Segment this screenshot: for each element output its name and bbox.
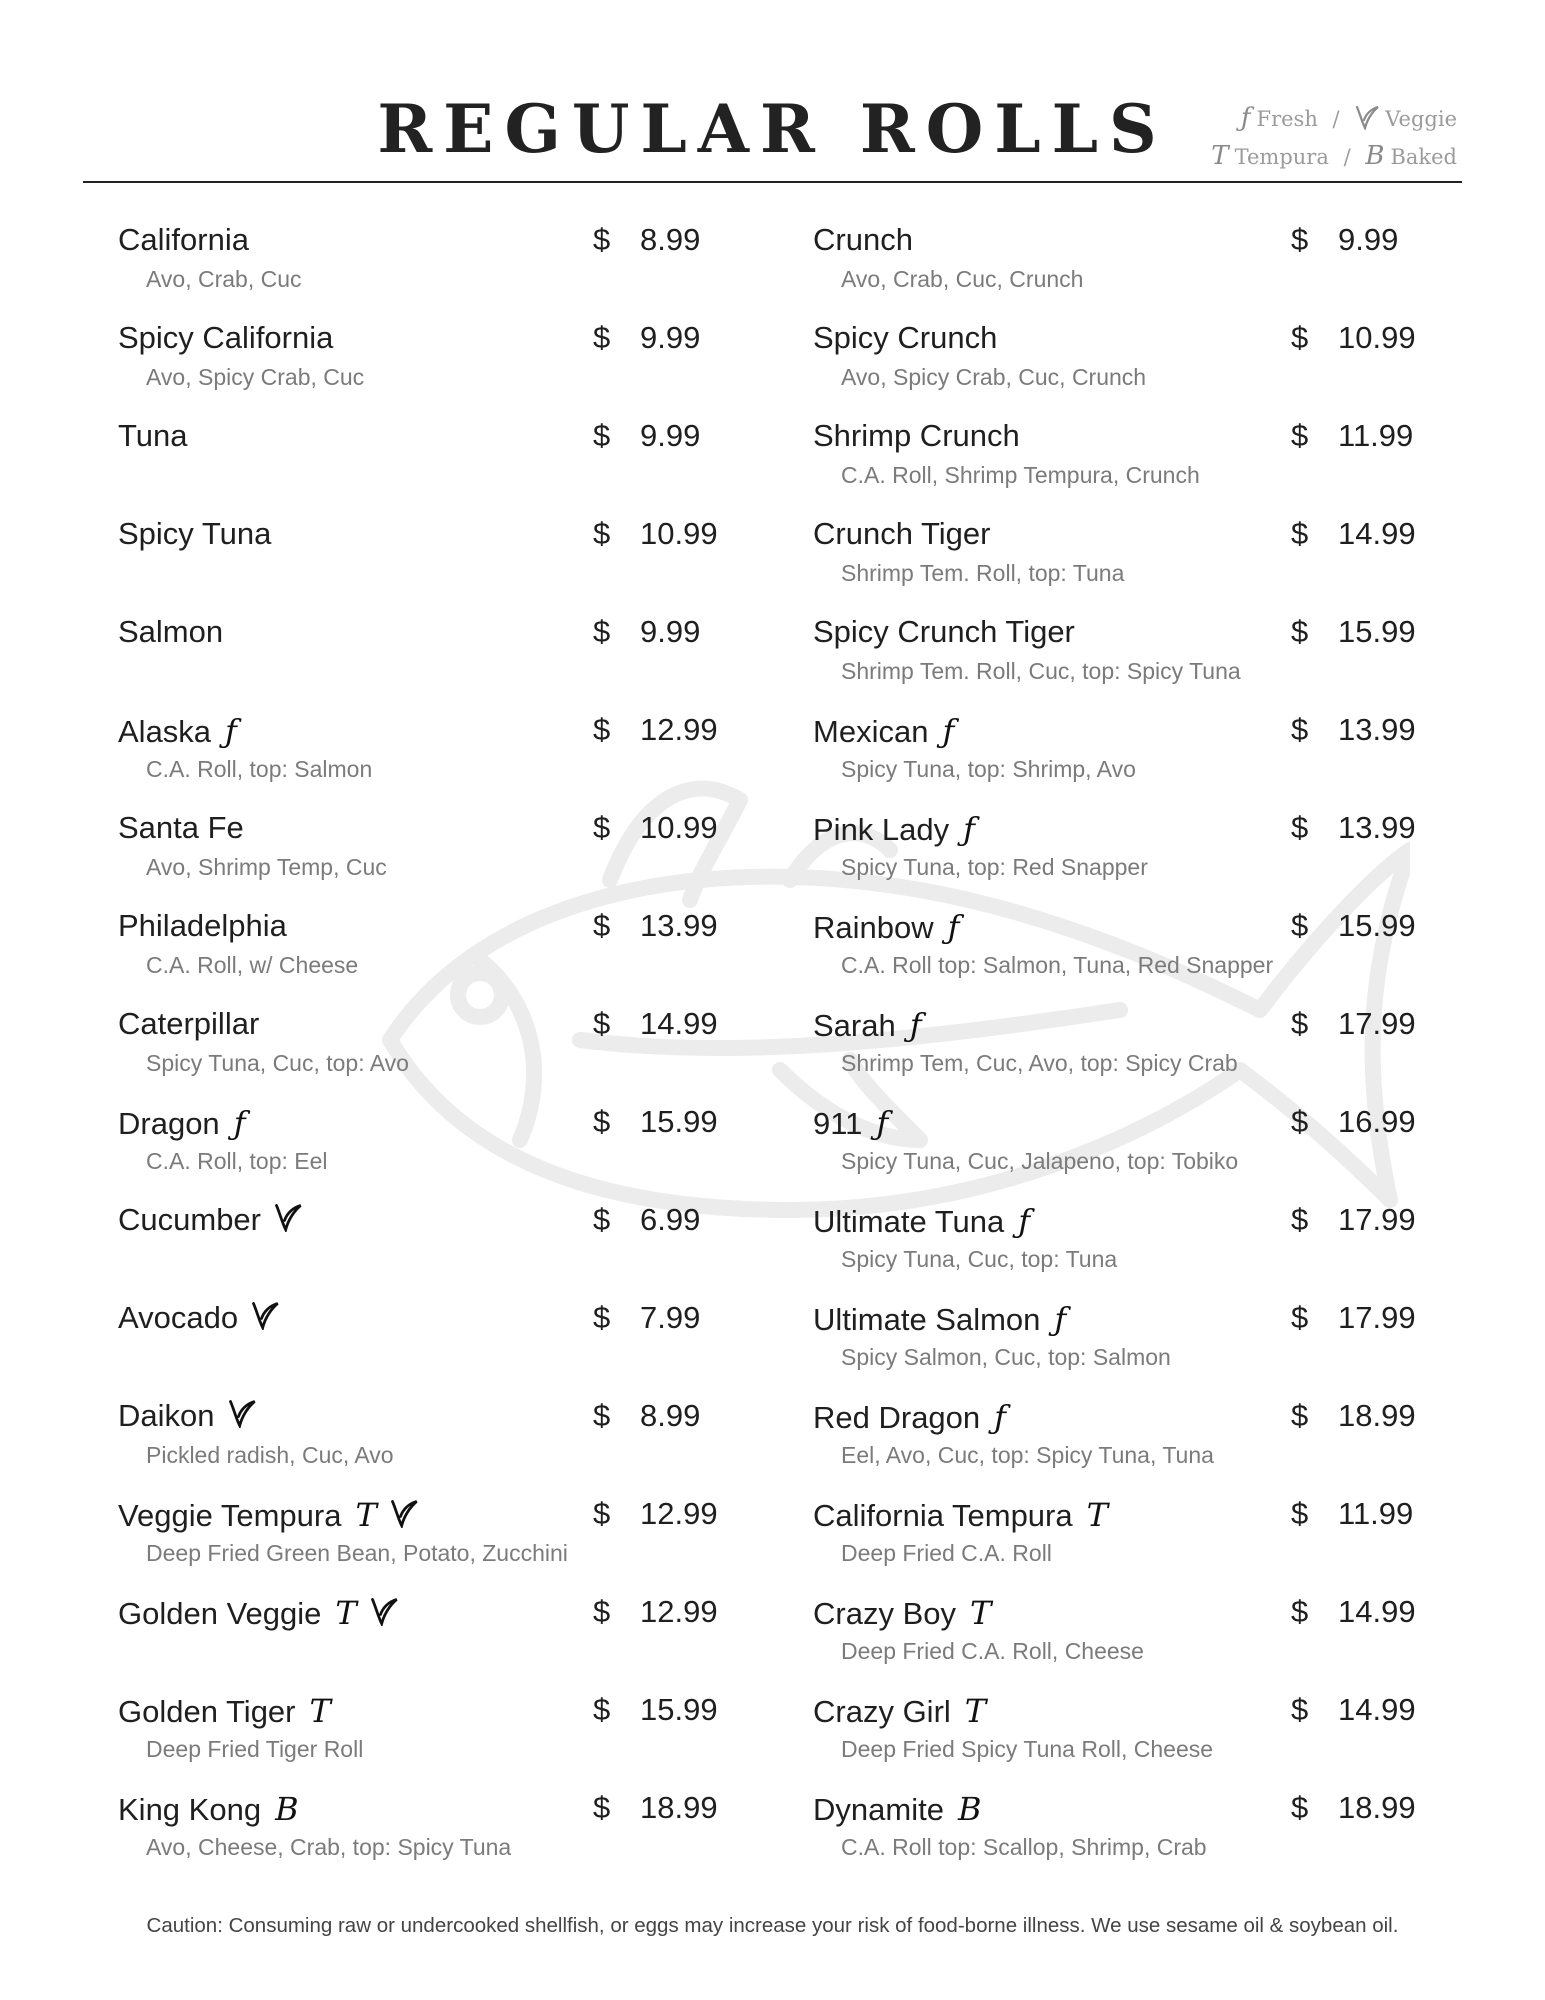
item-name-text: Cucumber — [118, 1202, 261, 1237]
item-price: 16.99 — [1338, 1104, 1416, 1139]
item-name — [813, 1104, 888, 1142]
item-name — [118, 418, 188, 454]
item-name — [813, 614, 1075, 650]
item-price: 14.99 — [1338, 516, 1416, 551]
item-description: Avo, Cheese, Crab, top: Spicy Tuna — [146, 1834, 512, 1860]
currency-symbol: $ — [593, 222, 611, 257]
menu-item — [813, 712, 1453, 810]
currency-symbol: $ — [1291, 1692, 1309, 1727]
item-price: 10.99 — [640, 516, 718, 551]
menu-item — [813, 1202, 1453, 1300]
menu-item — [813, 1300, 1453, 1398]
item-price: 10.99 — [1338, 320, 1416, 355]
item-name-text: Santa Fe — [118, 810, 244, 845]
currency-symbol: $ — [1291, 712, 1309, 747]
currency-symbol: $ — [1291, 1496, 1309, 1531]
item-description: Avo, Shrimp Temp, Cuc — [146, 854, 387, 880]
item-name-text: Tuna — [118, 418, 188, 453]
fresh-icon: ƒ — [994, 1398, 1006, 1436]
currency-symbol: $ — [1291, 1594, 1309, 1629]
item-price: 15.99 — [640, 1104, 718, 1139]
item-description: C.A. Roll, w/ Cheese — [146, 952, 359, 978]
fresh-icon: ƒ — [1054, 1300, 1067, 1338]
fresh-icon: ƒ — [909, 1006, 922, 1044]
item-name-text: Spicy Crunch Tiger — [813, 614, 1075, 649]
item-description: Shrimp Tem. Roll, Cuc, top: Spicy Tuna — [841, 658, 1241, 684]
item-name-text: Spicy Tuna — [118, 516, 272, 551]
item-price: 18.99 — [640, 1790, 718, 1825]
fresh-icon: ƒ — [225, 712, 237, 750]
item-price: 8.99 — [640, 222, 701, 257]
item-name — [813, 1300, 1066, 1338]
item-name — [118, 908, 287, 944]
item-name — [813, 1006, 922, 1044]
veggie-icon — [227, 1398, 257, 1428]
currency-symbol: $ — [593, 1398, 611, 1433]
item-name — [813, 810, 975, 848]
item-price: 9.99 — [1338, 222, 1399, 257]
menu-item — [118, 1594, 758, 1692]
item-price: 9.99 — [640, 320, 701, 355]
item-name — [813, 1202, 1030, 1240]
menu-item — [118, 810, 758, 908]
item-name-text: Spicy Crunch — [813, 320, 998, 355]
item-name — [813, 1790, 981, 1828]
item-name — [118, 1790, 299, 1828]
menu-item — [813, 1790, 1453, 1888]
veggie-icon — [273, 1202, 303, 1232]
item-price: 14.99 — [1338, 1594, 1416, 1629]
fresh-icon: ƒ — [947, 908, 960, 946]
menu-item — [118, 516, 758, 614]
item-price: 9.99 — [640, 614, 701, 649]
item-description: Avo, Crab, Cuc — [146, 266, 302, 292]
item-description: C.A. Roll top: Scallop, Shrimp, Crab — [841, 1834, 1207, 1860]
menu-item — [118, 1104, 758, 1202]
menu-item — [813, 1104, 1453, 1202]
item-name — [118, 712, 237, 750]
menu-item — [118, 1300, 758, 1398]
item-name-text: Golden Tiger — [118, 1694, 296, 1729]
item-price: 18.99 — [1338, 1790, 1416, 1825]
menu-item — [118, 222, 758, 320]
menu-item — [118, 1398, 758, 1496]
item-price: 8.99 — [640, 1398, 701, 1433]
currency-symbol: $ — [593, 1790, 611, 1825]
legend-row-2 — [1211, 138, 1457, 176]
legend-separator: / — [1343, 145, 1351, 169]
item-description: Avo, Spicy Crab, Cuc — [146, 364, 365, 390]
item-price: 12.99 — [640, 1594, 718, 1629]
item-name — [813, 1496, 1108, 1534]
item-price: 13.99 — [1338, 810, 1416, 845]
item-name — [813, 1594, 991, 1632]
item-name-text: Ultimate Tuna — [813, 1204, 1005, 1239]
left-column — [118, 222, 758, 1888]
currency-symbol: $ — [1291, 1790, 1309, 1825]
menu-item — [813, 810, 1453, 908]
item-name — [813, 516, 990, 552]
tempura-icon: T — [355, 1496, 377, 1534]
baked-icon: B — [957, 1790, 982, 1828]
item-description: Deep Fried C.A. Roll — [841, 1540, 1052, 1566]
currency-symbol: $ — [593, 1496, 611, 1531]
currency-symbol: $ — [593, 712, 611, 747]
item-name-text: Veggie Tempura — [118, 1498, 342, 1533]
item-price: 15.99 — [1338, 908, 1416, 943]
legend-baked-label: Baked — [1390, 145, 1457, 169]
menu-item — [118, 908, 758, 1006]
menu-item — [118, 1692, 758, 1790]
item-name — [813, 908, 959, 946]
currency-symbol: $ — [1291, 320, 1309, 355]
header-divider — [83, 181, 1462, 183]
fresh-icon: ƒ — [876, 1104, 889, 1142]
item-price: 11.99 — [1338, 1496, 1414, 1531]
currency-symbol: $ — [593, 810, 611, 845]
currency-symbol: $ — [1291, 908, 1309, 943]
item-name — [813, 222, 913, 258]
item-description: Deep Fried C.A. Roll, Cheese — [841, 1638, 1144, 1664]
item-name — [118, 1202, 303, 1238]
menu-item — [813, 908, 1453, 1006]
item-name-text: Shrimp Crunch — [813, 418, 1020, 453]
currency-symbol: $ — [593, 1006, 611, 1041]
currency-symbol: $ — [593, 418, 611, 453]
menu-item — [813, 222, 1453, 320]
item-description: Deep Fried Spicy Tuna Roll, Cheese — [841, 1736, 1214, 1762]
item-name-text: Alaska — [118, 714, 212, 749]
menu-item — [118, 1790, 758, 1888]
currency-symbol: $ — [1291, 1104, 1309, 1139]
item-description: C.A. Roll, top: Eel — [146, 1148, 328, 1174]
item-description: Spicy Tuna, top: Shrimp, Avo — [841, 756, 1136, 782]
fresh-icon: ƒ — [233, 1104, 246, 1142]
veggie-icon — [250, 1300, 280, 1330]
item-name-text: Sarah — [813, 1008, 896, 1043]
item-name — [118, 1300, 280, 1336]
legend — [1211, 100, 1457, 176]
currency-symbol: $ — [593, 908, 611, 943]
veggie-icon — [389, 1498, 419, 1528]
item-name-text: 911 — [813, 1106, 863, 1141]
item-price: 9.99 — [640, 418, 701, 453]
item-name-text: Dragon — [118, 1106, 220, 1141]
item-name-text: California Tempura — [813, 1498, 1073, 1533]
item-name-text: Dynamite — [813, 1792, 944, 1827]
currency-symbol: $ — [593, 1692, 611, 1727]
menu-item — [813, 1006, 1453, 1104]
item-name — [813, 418, 1020, 454]
item-name-text: Crazy Boy — [813, 1596, 956, 1631]
tempura-icon: T — [1211, 141, 1229, 171]
item-name-text: Mexican — [813, 714, 929, 749]
currency-symbol: $ — [593, 516, 611, 551]
currency-symbol: $ — [593, 1594, 611, 1629]
item-name-text: Daikon — [118, 1398, 215, 1433]
legend-row-1 — [1211, 100, 1457, 138]
item-price: 12.99 — [640, 1496, 718, 1531]
currency-symbol: $ — [1291, 1006, 1309, 1041]
item-price: 10.99 — [640, 810, 718, 845]
item-price: 13.99 — [640, 908, 718, 943]
legend-separator: / — [1332, 107, 1340, 131]
item-description: Deep Fried Tiger Roll — [146, 1736, 364, 1762]
currency-symbol: $ — [593, 1202, 611, 1237]
item-name-text: Crunch Tiger — [813, 516, 991, 551]
item-name — [118, 810, 244, 846]
item-name — [813, 1398, 1006, 1436]
item-name-text: Ultimate Salmon — [813, 1302, 1041, 1337]
item-description: Spicy Salmon, Cuc, top: Salmon — [841, 1344, 1171, 1370]
currency-symbol: $ — [593, 1300, 611, 1335]
item-description: Spicy Tuna, Cuc, top: Tuna — [841, 1246, 1118, 1272]
item-price: 17.99 — [1338, 1006, 1416, 1041]
item-name — [813, 712, 954, 750]
fresh-icon: ƒ — [1240, 103, 1251, 133]
legend-fresh-label: Fresh — [1256, 107, 1318, 131]
tempura-icon: T — [309, 1692, 331, 1730]
legend-tempura-label: Tempura — [1234, 145, 1329, 169]
item-name — [118, 1104, 246, 1142]
item-name-text: Crazy Girl — [813, 1694, 951, 1729]
item-description: Avo, Spicy Crab, Cuc, Crunch — [841, 364, 1147, 390]
menu-item — [118, 320, 758, 418]
item-price: 11.99 — [1338, 418, 1414, 453]
currency-symbol: $ — [1291, 222, 1309, 257]
menu-item — [813, 1398, 1453, 1496]
right-column — [813, 222, 1453, 1888]
menu-item — [813, 1496, 1453, 1594]
veggie-icon — [369, 1596, 399, 1626]
item-price: 15.99 — [640, 1692, 718, 1727]
item-price: 7.99 — [640, 1300, 701, 1335]
item-price: 14.99 — [640, 1006, 718, 1041]
menu-item — [813, 614, 1453, 712]
item-name-text: Rainbow — [813, 910, 934, 945]
currency-symbol: $ — [1291, 810, 1309, 845]
item-name — [813, 1692, 986, 1730]
item-name-text: Salmon — [118, 614, 224, 649]
item-description: Eel, Avo, Cuc, top: Spicy Tuna, Tuna — [841, 1442, 1214, 1468]
menu-item — [118, 1006, 758, 1104]
item-description: C.A. Roll, Shrimp Tempura, Crunch — [841, 462, 1200, 488]
item-description: Spicy Tuna, top: Red Snapper — [841, 854, 1148, 880]
item-name-text: Philadelphia — [118, 908, 287, 943]
currency-symbol: $ — [593, 614, 611, 649]
fresh-icon: ƒ — [963, 810, 975, 848]
currency-symbol: $ — [593, 320, 611, 355]
currency-symbol: $ — [1291, 1300, 1309, 1335]
item-price: 12.99 — [640, 712, 718, 747]
item-name — [118, 222, 249, 258]
item-name — [813, 320, 997, 356]
item-name-text: Crunch — [813, 222, 913, 257]
currency-symbol: $ — [1291, 418, 1309, 453]
item-description: Spicy Tuna, Cuc, Jalapeno, top: Tobiko — [841, 1148, 1239, 1174]
tempura-icon: T — [335, 1594, 357, 1632]
item-price: 6.99 — [640, 1202, 701, 1237]
item-price: 17.99 — [1338, 1202, 1416, 1237]
item-description: C.A. Roll top: Salmon, Tuna, Red Snapper — [841, 952, 1274, 978]
tempura-icon: T — [1086, 1496, 1108, 1534]
item-name — [118, 1006, 259, 1042]
menu-item — [813, 516, 1453, 614]
item-description: Shrimp Tem. Roll, top: Tuna — [841, 560, 1125, 586]
page-title: REGULAR ROLLS — [377, 90, 1168, 168]
item-name-text: California — [118, 222, 249, 257]
menu-item — [813, 418, 1453, 516]
tempura-icon: T — [964, 1692, 987, 1730]
item-name-text: Avocado — [118, 1300, 239, 1335]
baked-icon: B — [1365, 141, 1385, 171]
menu-item — [118, 712, 758, 810]
item-price: 15.99 — [1338, 614, 1416, 649]
currency-symbol: $ — [593, 1104, 611, 1139]
item-description: Avo, Crab, Cuc, Crunch — [841, 266, 1084, 292]
menu-item — [118, 418, 758, 516]
item-name — [118, 1496, 419, 1534]
legend-veggie-label: Veggie — [1385, 107, 1457, 131]
item-price: 18.99 — [1338, 1398, 1416, 1433]
item-description: Deep Fried Green Bean, Potato, Zucchini — [146, 1540, 568, 1566]
item-name-text: Pink Lady — [813, 812, 950, 847]
item-price: 13.99 — [1338, 712, 1416, 747]
menu-item — [118, 1496, 758, 1594]
fresh-icon: ƒ — [942, 712, 955, 750]
item-description: Shrimp Tem, Cuc, Avo, top: Spicy Crab — [841, 1050, 1238, 1076]
tempura-icon: T — [969, 1594, 992, 1632]
menu-item — [118, 1202, 758, 1300]
fresh-icon: ƒ — [1018, 1202, 1031, 1240]
currency-symbol: $ — [1291, 1398, 1309, 1433]
item-price: 17.99 — [1338, 1300, 1416, 1335]
caution-notice: Caution: Consuming raw or undercooked shellfish, or eggs may increase your risk of food-borne illness. We use sesame oil & soybean oil. — [146, 1914, 1399, 1937]
currency-symbol: $ — [1291, 1202, 1309, 1237]
currency-symbol: $ — [1291, 614, 1309, 649]
menu-item — [813, 1692, 1453, 1790]
item-description: C.A. Roll, top: Salmon — [146, 756, 373, 782]
item-name-text: Spicy California — [118, 320, 334, 355]
menu-item — [813, 1594, 1453, 1692]
item-name — [118, 516, 271, 552]
veggie-icon — [1354, 104, 1380, 130]
menu-item — [813, 320, 1453, 418]
currency-symbol: $ — [1291, 516, 1309, 551]
item-price: 14.99 — [1338, 1692, 1416, 1727]
item-name — [118, 1692, 331, 1730]
item-name — [118, 1398, 257, 1434]
menu-item — [118, 614, 758, 712]
item-name-text: Red Dragon — [813, 1400, 981, 1435]
item-name — [118, 320, 333, 356]
item-name-text: King Kong — [118, 1792, 262, 1827]
item-description: Spicy Tuna, Cuc, top: Avo — [146, 1050, 409, 1076]
item-name-text: Golden Veggie — [118, 1596, 322, 1631]
baked-icon: B — [275, 1790, 299, 1828]
item-name — [118, 1594, 399, 1632]
item-name-text: Caterpillar — [118, 1006, 260, 1041]
item-name — [118, 614, 223, 650]
item-description: Pickled radish, Cuc, Avo — [146, 1442, 394, 1468]
